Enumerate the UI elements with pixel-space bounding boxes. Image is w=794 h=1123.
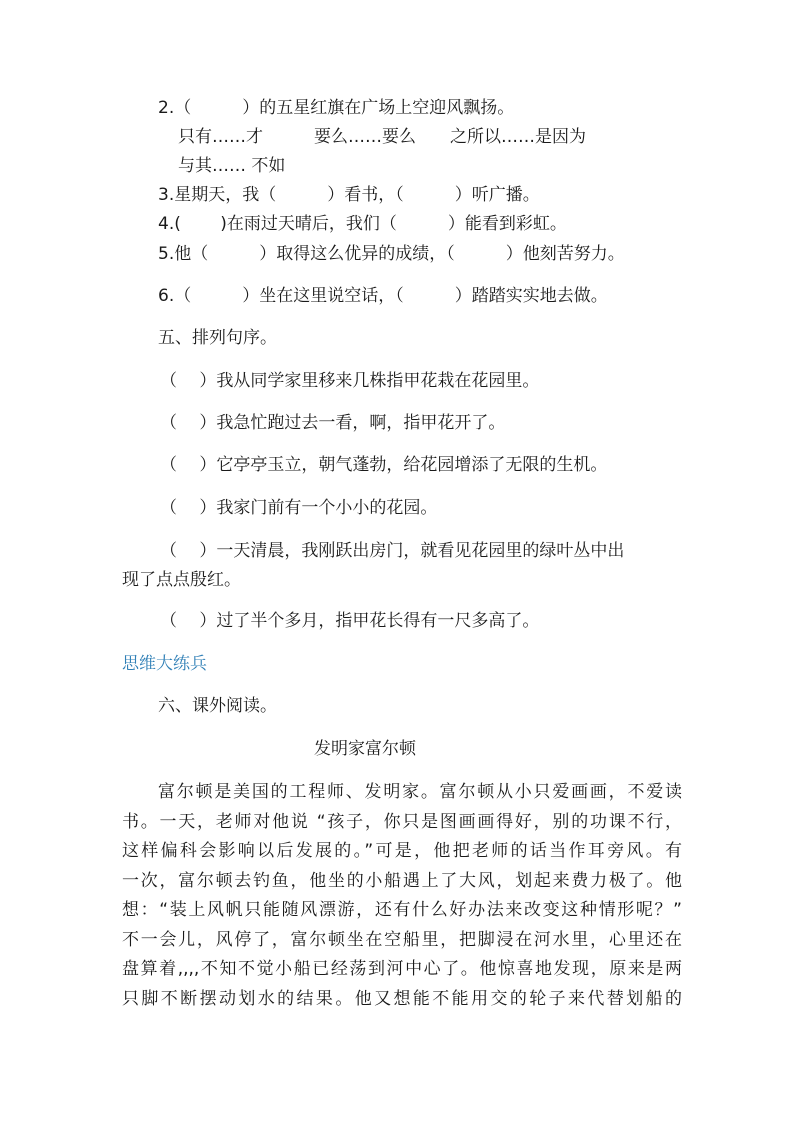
- ordering-item-3: （ ）它亭亭玉立，朝气蓬勃，给花园增添了无限的生机。: [160, 455, 608, 475]
- article-line: 盘算着,,,,不知不觉小船已经荡到河中心了。他惊喜地发现，原来是两: [122, 959, 682, 979]
- section-5-heading: 五、排列句序。: [158, 328, 277, 348]
- article-line: 一次，富尔顿去钓鱼，他坐的小船遇上了大风，划起来费力极了。他: [122, 870, 682, 891]
- ordering-item-5-continued: 现了点点殷红。: [122, 570, 241, 590]
- article-line: 这样偏科会影响以后发展的。”可是，他把老师的话当作耳旁风。有: [122, 841, 682, 861]
- ordering-item-4: （ ）我家门前有一个小小的花园。: [160, 498, 438, 518]
- article-line: 只脚不断摆动划水的结果。他又想能不能用交的轮子来代替划船的: [122, 988, 682, 1009]
- options-line-2: 与其…… 不如: [178, 156, 286, 176]
- options-line-1: 只有……才 要么……要么 之所以……是因为: [178, 127, 586, 147]
- article-title: 发明家富尔顿: [314, 739, 416, 759]
- fill-blank-q5: 5.他（ ）取得这么优异的成绩，（ ）他刻苦努力。: [158, 244, 625, 264]
- fill-blank-q3: 3.星期天，我（ ）看书，（ ）听广播。: [158, 185, 540, 205]
- article-line: 不一会儿，风停了，富尔顿坐在空船里，把脚浸在河水里，心里还在: [122, 929, 682, 950]
- ordering-item-2: （ ）我急忙跑过去一看，啊，指甲花开了。: [160, 413, 506, 433]
- article-line: 富尔顿是美国的工程师、发明家。富尔顿从小只爱画画，不爱读: [158, 782, 682, 802]
- ordering-item-5: （ ）一天清晨，我刚跃出房门，就看见花园里的绿叶丛中出: [160, 541, 625, 561]
- section-6-heading: 六、课外阅读。: [158, 696, 277, 716]
- fill-blank-q6: 6.（ ）坐在这里说空话，（ ）踏踏实实地去做。: [158, 286, 608, 306]
- article-line: 书。一天，老师对他说 “孩子，你只是图画画得好，别的功课不行，: [122, 811, 682, 832]
- fill-blank-q4: 4.( )在雨过天晴后，我们（ ）能看到彩虹。: [158, 214, 567, 234]
- article-line: 想：“装上风帆只能随风漂游，还有什么好办法来改变这种情形呢？”: [122, 900, 682, 920]
- ordering-item-6: （ ）过了半个多月，指甲花长得有一尺多高了。: [160, 611, 540, 631]
- article-body: [122, 778, 682, 1014]
- thinking-practice-title: 思维大练兵: [122, 654, 207, 674]
- fill-blank-q2: 2.（ ）的五星红旗在广场上空迎风飘扬。: [158, 98, 515, 118]
- ordering-item-1: （ ）我从同学家里移来几株指甲花栽在花园里。: [160, 371, 540, 391]
